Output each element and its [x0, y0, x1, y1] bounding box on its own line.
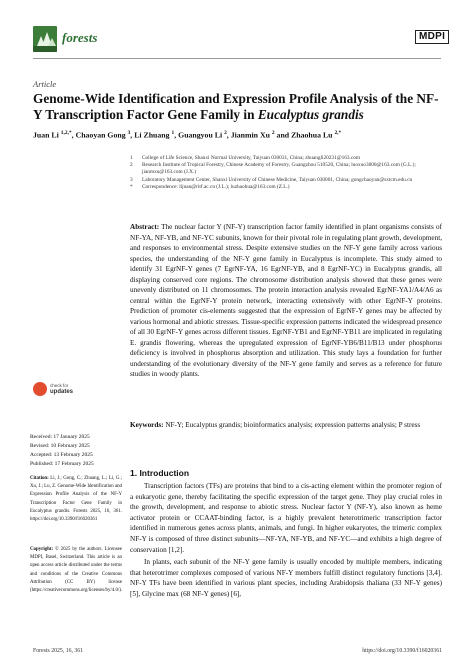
introduction-body	[130, 481, 442, 600]
affiliation-item	[130, 177, 440, 184]
affiliation-item	[130, 162, 440, 176]
article-type: Article	[33, 79, 57, 89]
copyright-text: © 2025 by the authors. Licensee MDPI, Basel, Switzerland. This article is an open access article distributed under the terms and conditions of the Creative Commons Attribution (CC BY) license (https://creativecommons.org/licenses/by/4.0/).	[30, 547, 123, 594]
affiliation-text: Laboratory Management Center, Shanxi University of Chinese Medicine, Taiyuan 030001, China; gongchaoyan@sxtcm.edu.cn	[142, 176, 413, 183]
affiliation-number: *	[130, 183, 133, 190]
affiliation-text: Correspondence: lijuan@ritf.ac.cn (J.L.); luzhaohua@163.com (Z.L.)	[142, 183, 290, 190]
keywords	[130, 420, 442, 431]
copyright-label: Copyright:	[30, 547, 54, 552]
header-divider	[33, 58, 441, 59]
check-for-updates-icon	[33, 382, 47, 396]
copyright	[30, 546, 122, 595]
section-heading-introduction: 1. Introduction	[130, 468, 190, 478]
paper-title	[33, 91, 445, 123]
intro-paragraph-1: Transcription factors (TFs) are proteins that bind to a cis-acting element within the promoter region of a eukaryotic gene, thereby facilitating the specific expression of the target gene. They play crucial roles in the growth, development, and response to abiotic stress. Nuclear factor Y (NF-Y), also known as heme activator protein or CCAAT-binding factor, is a highly prevalent heterotrimeric transcription factor identified in numerous genes across plants, animals, and fungi. In higher eukaryotes, the trimeric complex NF-Y is composed of three distinct subunits—NF-YA, NF-YB, and NF-YC—and exhibits a high degree of conservation [1,2].	[130, 482, 442, 554]
citation-text: Li, J.; Gong, C.; Zhuang, L.; Li, G.; Xu, J.; Lu, Z. Genome-Wide Identification and Expression Profile Analysis of the NF-Y Transcription Factor Gene Family in Eucalyptus grandis. Forests 2025, 16, 361. https://doi.org/10.3390/f16020361	[30, 476, 122, 523]
abstract-label: Abstract:	[130, 223, 160, 231]
footer-journal-ref: Forests 2025, 16, 361	[33, 648, 84, 654]
title-species-name: Eucalyptus grandis	[257, 107, 364, 122]
date-received: Received: 17 January 2025	[30, 434, 90, 440]
abstract-text: The nuclear factor Y (NF-Y) transcription factor family identified in plant organisms consists of NF-YA, NF-YB, and NF-YC subunits, known for their pivotal role in regulating plant growth, development, and responses to environmental stress. Despite extensive studies on the NF-Y gene family across various species, the understanding of the NF-Y gene family in Eucalyptus is incomplete. This study aimed to identify 31 EgrNF-Y genes (7 EgrNF-YA, 16 EgrNF-YB, and 8 EgrNF-YC) in Eucalyptus grandis, all displaying conserved core regions. The chromosome distribution analysis showed that these genes were unevenly distributed on 11 chromosomes. The protein interaction analysis revealed EgrNF-YA1/A4/A6 as central within the EgrNF-Y protein network, interacting extensively with other EgrNF-Y proteins. Prediction of promoter cis-elements suggested that the expression of EgrNF-Y genes may be affected by various hormonal and abiotic stresses. Tissue-specific expression patterns indicated the widespread presence of all 30 EgrNF-Y genes across different tissues. EgrNF-YB1 and EgrNF-YB11 are implicated in regulating E. grandis flowering, whereas the upregulated expression of EgrNF-YB6/B11/B13 under phosphorus deficiency is involved in phosphorus absorption and utilization. This study lays a foundation for further understanding of the evolutionary diversity of the NF-Y gene family and serves as a reference for future studies in woody plants.	[130, 223, 442, 378]
check-updates-line1: check for	[50, 383, 69, 388]
affiliation-number: 1	[130, 155, 133, 161]
journal-name[interactable]: forests	[62, 30, 98, 45]
keywords-label: Keywords:	[130, 421, 164, 429]
affiliation-item	[130, 184, 440, 191]
publisher-logo[interactable]: MDPI	[415, 30, 449, 44]
intro-paragraph-2: In plants, each subunit of the NF-Y gene family is usually encoded by multiple members, indicating that heterotrimer complexes composed of various NF-Y members fulfill distinct regulatory functions [3,4]. NF-Y TFs have been identified in various plant species, including Arabidopsis thaliana (33 NF-Y genes) [5], Glycine max (68 NF-Y genes) [6],	[130, 558, 442, 598]
journal-logo	[33, 26, 57, 52]
affiliation-text: Research Institute of Tropical Forestry, Chinese Academy of Forestry, Guangzhou 510520, China; luoxuo3000@163.com (G.L.); jianmxu@163.com (J.X.)	[142, 162, 416, 176]
footer-doi-link[interactable]: https://doi.org/10.3390/f16020361	[362, 648, 442, 654]
affiliation-text: College of Life Science, Shanxi Normal University, Taiyuan 030031, China; zhuangli20231@163.com	[142, 155, 360, 161]
date-accepted: Accepted: 13 February 2025	[30, 452, 93, 458]
publication-dates	[30, 433, 122, 469]
author-list: Juan Li $^{1,2,*}$, Chaoyan Gong $^3$, Li Zhuang $^1$, Guangyou Li $^2$, Jianmin Xu $^2$ and Zhaohua Lu $^{2,*}$	[33, 130, 342, 140]
forest-trees-icon	[33, 26, 57, 52]
affiliation-number: 3	[130, 176, 133, 183]
abstract	[130, 222, 442, 380]
date-revised: Revised: 10 February 2025	[30, 443, 90, 449]
date-published: Published: 17 February 2025	[30, 461, 94, 467]
check-for-updates-button[interactable]	[33, 380, 83, 404]
check-updates-line2: updates	[50, 389, 74, 395]
citation	[30, 475, 122, 524]
keywords-text: NF-Y; Eucalyptus grandis; bioinformatics analysis; expression patterns analysis; P stress	[165, 421, 421, 429]
title-text: Genome-Wide Identification and Expression Profile Analysis of the NF-Y Transcription Factor Gene Family in Eucalyptus grandis	[33, 91, 439, 122]
affiliation-number: 2	[130, 162, 133, 169]
citation-label: Citation:	[30, 476, 49, 481]
affiliations	[130, 155, 440, 191]
